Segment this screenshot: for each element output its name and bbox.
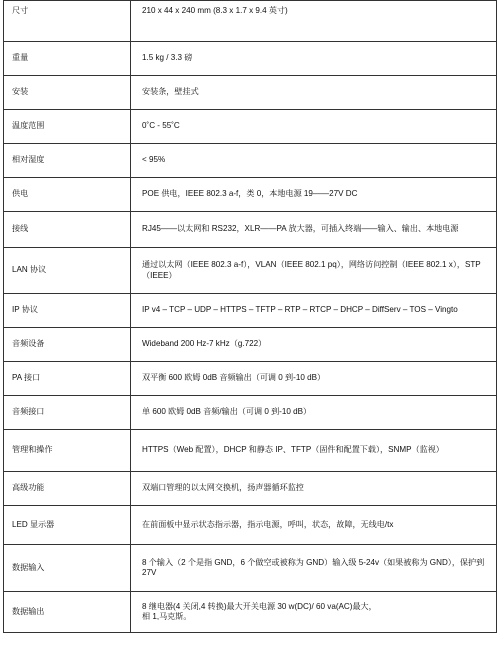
row-label: 数据输入 xyxy=(4,545,131,592)
row-value: 0˚C - 55˚C xyxy=(131,110,497,144)
table-row xyxy=(4,592,497,633)
table-row xyxy=(4,76,497,110)
row-label: PA 接口 xyxy=(4,362,131,396)
table-row xyxy=(4,506,497,545)
row-label: 数据输出 xyxy=(4,592,131,633)
row-value: Wideband 200 Hz-7 kHz（g.722） xyxy=(131,328,497,362)
row-value: < 95% xyxy=(131,144,497,178)
row-value xyxy=(131,592,497,633)
row-label: IP 协议 xyxy=(4,294,131,328)
row-label: 尺寸 xyxy=(4,0,131,32)
row-value: 安装条，壁挂式 xyxy=(131,76,497,110)
table-row xyxy=(4,212,497,248)
table-row xyxy=(4,248,497,294)
table-row xyxy=(4,430,497,472)
table-row xyxy=(4,144,497,178)
row-value: 单 600 欧姆 0dB 音频/输出（可调 0 到-10 dB） xyxy=(131,396,497,430)
table-row xyxy=(4,328,497,362)
table-row xyxy=(4,294,497,328)
row-value: POE 供电，IEEE 802.3 a-f，类 0，本地电源 19——27V DC xyxy=(131,178,497,212)
row-value: 8 个输入（2 个是指 GND，6 个做空或被称为 GND）输入级 5-24v（如果被称为 GND），保护到 27V xyxy=(131,545,497,592)
row-value: 在前面板中显示状态指示器，指示电源，呼叫，状态，故障，无线电/tx xyxy=(131,506,497,545)
row-label: 管理和操作 xyxy=(4,430,131,472)
row-value: 通过以太网（IEEE 802.3 a-f），VLAN（IEEE 802.1 pq），网络访问控制（IEEE 802.1 x），STP（IEEE） xyxy=(131,248,497,294)
row-label: 温度范围 xyxy=(4,110,131,144)
table-row xyxy=(4,362,497,396)
row-value-text: 8 继电器(4 关闭,4 转换)最大开关电源 30 w(DC)/ 60 va(AC)最大， 相 1,马克斯。 xyxy=(142,601,377,621)
row-value: HTTPS（Web 配置），DHCP 和静态 IP、TFTP（固件和配置下载），SNMP（监视） xyxy=(131,430,497,472)
row-label: 相对湿度 xyxy=(4,144,131,178)
table-row xyxy=(4,545,497,592)
row-value: 双平衡 600 欧姆 0dB 音频输出（可调 0 到-10 dB） xyxy=(131,362,497,396)
table-row xyxy=(4,110,497,144)
table-row xyxy=(4,178,497,212)
row-label: 音频接口 xyxy=(4,396,131,430)
row-label: 接线 xyxy=(4,212,131,248)
row-label: 重量 xyxy=(4,42,131,76)
table-row xyxy=(4,472,497,506)
specification-table xyxy=(3,0,497,633)
table-row xyxy=(4,42,497,76)
row-label: 供电 xyxy=(4,178,131,212)
table-row xyxy=(4,396,497,430)
row-label: 高级功能 xyxy=(4,472,131,506)
row-value: 1.5 kg / 3.3 磅 xyxy=(131,42,497,76)
row-label: 安装 xyxy=(4,76,131,110)
row-label: LED 显示器 xyxy=(4,506,131,545)
row-value: 双端口管理的以太网交换机，扬声器循环监控 xyxy=(131,472,497,506)
row-value: RJ45——以太网和 RS232，XLR——PA 放大器，可插入终端——输入、输出、本地电源 xyxy=(131,212,497,248)
row-value: IP v4 – TCP – UDP – HTTPS – TFTP – RTP – RTCP – DHCP – DiffServ – TOS – Vingto xyxy=(131,294,497,328)
row-value: 210 x 44 x 240 mm (8.3 x 1.7 x 9.4 英寸) xyxy=(131,0,497,32)
row-label: 音频设备 xyxy=(4,328,131,362)
table-row xyxy=(4,1,497,42)
row-label: LAN 协议 xyxy=(4,248,131,294)
